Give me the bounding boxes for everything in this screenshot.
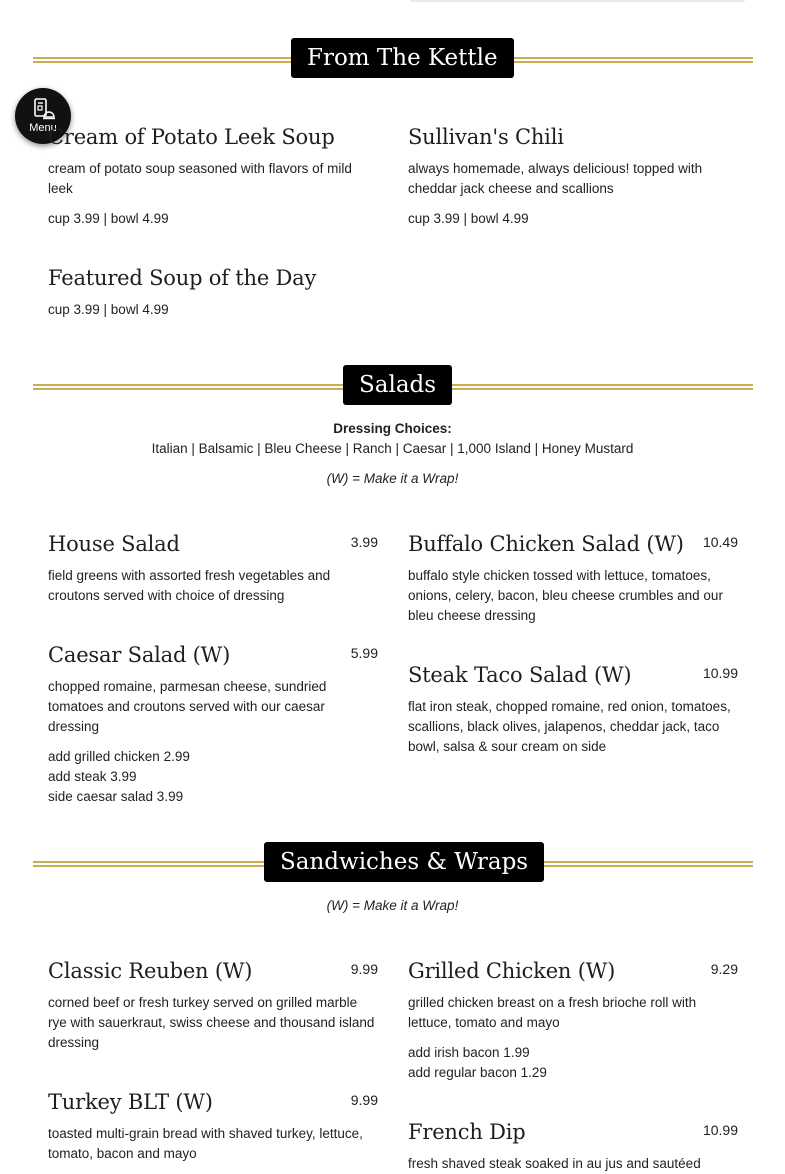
item-description: field greens with assorted fresh vegetables and croutons served with choice of dressing [48, 568, 331, 603]
menu-item [48, 641, 378, 807]
addon-line: add steak 3.99 [48, 769, 137, 784]
item-name: House Salad [48, 532, 180, 556]
item-price: 10.49 [702, 534, 738, 550]
wrap-note: (W) = Make it a Wrap! [326, 471, 459, 486]
dressing-heading: Dressing Choices: [333, 421, 452, 436]
menu-item [48, 123, 378, 229]
item-description: flat iron steak, chopped romaine, red onion, tomatoes, scallions, black olives, jalapenos, cheddar jack, taco bowl, salsa & sour cream on side [408, 699, 731, 754]
menu-item [408, 957, 738, 1083]
item-price-line: cup 3.99 | bowl 4.99 [48, 211, 169, 226]
menu-item [48, 530, 378, 606]
section-title-salads: Salads [343, 365, 452, 405]
menu-item [48, 957, 378, 1053]
item-price: 9.99 [350, 961, 378, 977]
menu-doc-icon [33, 97, 55, 121]
menu-item [408, 1118, 738, 1174]
item-name: Caesar Salad (W) [48, 643, 231, 667]
section-title-sandwiches: Sandwiches & Wraps [264, 842, 544, 882]
section-title-kettle: From The Kettle [291, 38, 514, 78]
dressing-list: Italian | Balsamic | Bleu Cheese | Ranch | Caesar | 1,000 Island | Honey Mustard [151, 441, 634, 456]
item-price-line: cup 3.99 | bowl 4.99 [48, 302, 169, 317]
item-description: corned beef or fresh turkey served on grilled marble rye with sauerkraut, swiss cheese and thousand island dressing [48, 995, 375, 1050]
item-addons [48, 747, 378, 807]
menu-item [48, 264, 378, 320]
item-name: French Dip [408, 1120, 526, 1144]
item-description: grilled chicken breast on a fresh brioche roll with lettuce, tomato and mayo [408, 995, 697, 1030]
item-price: 10.99 [702, 665, 738, 681]
item-name: Sullivan's Chili [408, 125, 564, 149]
item-description: fresh shaved steak soaked in au jus and sautéed [408, 1156, 701, 1171]
menu-button-label: Menu [29, 122, 57, 134]
item-description: chopped romaine, parmesan cheese, sundried tomatoes and croutons served with our caesar dressing [48, 679, 327, 734]
menu-item [48, 1088, 378, 1164]
item-description: always homemade, always delicious! topped with cheddar jack cheese and scallions [408, 161, 703, 196]
item-price: 9.99 [350, 1092, 378, 1108]
item-price: 5.99 [350, 645, 378, 661]
item-name: Classic Reuben (W) [48, 959, 253, 983]
item-description: cream of potato soup seasoned with flavors of mild leek [48, 161, 352, 196]
menu-item [408, 530, 738, 626]
addon-line: side caesar salad 3.99 [48, 789, 184, 804]
menu-item [408, 661, 738, 757]
addon-line: add regular bacon 1.29 [408, 1065, 547, 1080]
item-addons [408, 1043, 738, 1083]
previous-section-divider [410, 0, 745, 2]
item-name: Featured Soup of the Day [48, 266, 317, 290]
item-name: Buffalo Chicken Salad (W) [408, 532, 684, 556]
item-price: 10.99 [702, 1122, 738, 1138]
item-name: Steak Taco Salad (W) [408, 663, 632, 687]
addon-line: add grilled chicken 2.99 [48, 749, 190, 764]
item-price-line: cup 3.99 | bowl 4.99 [408, 211, 529, 226]
item-price: 9.29 [710, 961, 738, 977]
item-name: Turkey BLT (W) [48, 1090, 213, 1114]
item-price: 3.99 [350, 534, 378, 550]
item-name: Grilled Chicken (W) [408, 959, 616, 983]
item-name: Cream of Potato Leek Soup [48, 125, 335, 149]
menu-item [408, 123, 738, 229]
wrap-note: (W) = Make it a Wrap! [326, 898, 459, 913]
addon-line: add irish bacon 1.99 [408, 1045, 530, 1060]
item-description: toasted multi-grain bread with shaved turkey, lettuce, tomato, bacon and mayo [48, 1126, 363, 1161]
item-description: buffalo style chicken tossed with lettuce, tomatoes, onions, celery, bacon, bleu cheese crumbles and our bleu cheese dressing [408, 568, 723, 623]
